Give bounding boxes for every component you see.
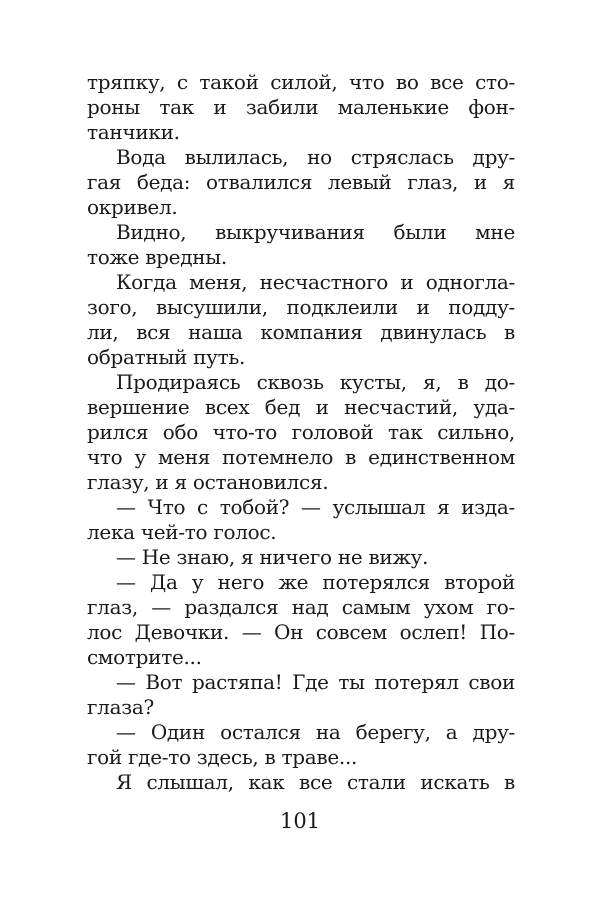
text-line: лека чей-то голос. [87, 520, 277, 544]
text-line: что у меня потемнело в единственном [87, 445, 515, 469]
text-line: Я слышал, как все стали искать в [116, 770, 515, 794]
text-line: гой где-то здесь, в траве... [87, 745, 358, 769]
text-line: тряпку, с такой силой, что во все сто- [87, 70, 515, 94]
text-line: Вода вылилась, но стряслась дру- [116, 145, 515, 169]
text-line: ли, вся наша компания двинулась в [87, 320, 515, 344]
text-line: — Не знаю, я ничего не вижу. [116, 545, 429, 569]
text-line: — Да у него же потерялся второй [116, 570, 515, 594]
text-line: Когда меня, несчастного и одногла- [116, 270, 515, 294]
text-line: лос Девочки. — Он совсем ослеп! По- [87, 620, 515, 644]
text-line: рился обо что-то головой так сильно, [87, 420, 515, 444]
text-line: зого, высушили, подклеили и подду- [87, 295, 515, 319]
text-line: смотрите... [87, 645, 202, 669]
text-line: — Что с тобой? — услышал я изда- [116, 495, 515, 519]
text-line: Видно, выкручивания были мне [116, 220, 515, 244]
text-line: — Вот растяпа! Где ты потерял свои [116, 670, 515, 694]
text-line: глаза? [87, 695, 154, 719]
page-text [87, 70, 515, 795]
text-line: вершение всех бед и несчастий, уда- [87, 395, 515, 419]
text-line: обратный путь. [87, 345, 246, 369]
text-line: Продираясь сквозь кусты, я, в до- [116, 370, 515, 394]
page-number: 101 [279, 809, 321, 833]
text-line: гая беда: отвалился левый глаз, и я [87, 170, 515, 194]
text-line: тоже вредны. [87, 245, 227, 269]
text-line: — Один остался на берегу, а дру- [116, 720, 515, 744]
text-line: глаз, — раздался над самым ухом го- [87, 595, 515, 619]
text-line: роны так и забили маленькие фон- [87, 95, 515, 119]
text-line: танчики. [87, 120, 180, 144]
text-line: окривел. [87, 195, 178, 219]
text-line: глазу, и я остановился. [87, 470, 329, 494]
